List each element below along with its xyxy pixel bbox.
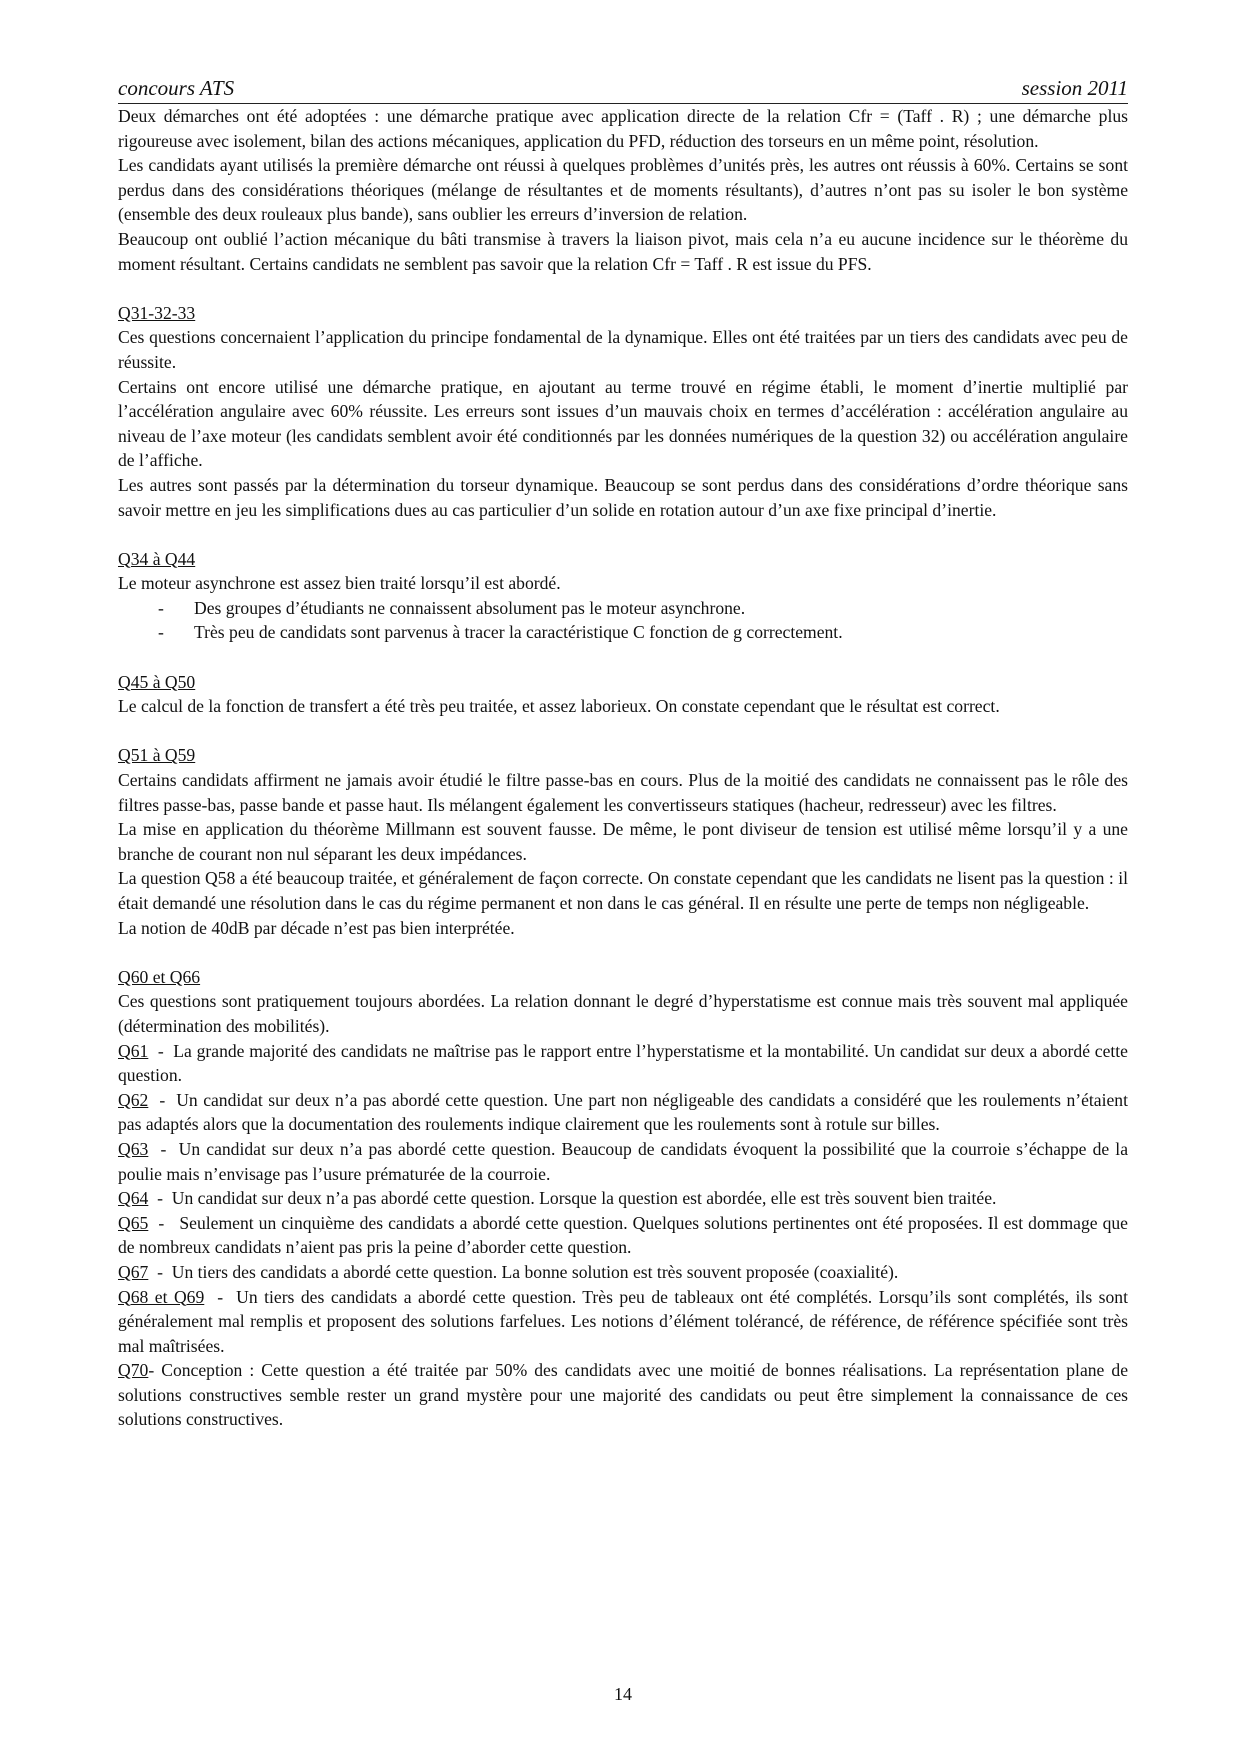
- question-item: [118, 1186, 1128, 1211]
- question-separator: -: [148, 1360, 162, 1381]
- question-item: [118, 1137, 1128, 1186]
- question-item: [118, 1088, 1128, 1137]
- intro-paragraph: Les candidats ayant utilisés la première démarche ont réussi à quelques problèmes d’unités près, les autres ont réussis à 60%. Certains se sont perdus dans des considérations théoriques (mélange de résultantes et de moments résultants), d’autres n’ont pas su isoler le bon système (ensemble des deux rouleaux plus bande), sans oublier les erreurs d’inversion de relation.: [118, 155, 1128, 225]
- question-text: Un tiers des candidats a abordé cette question. Très peu de tableaux ont été complétés. Lorsqu’ils sont complétés, ils sont généralement mal remplis et proposent des solutions farfelues. Les notions d’élément tolérancé, de référence, de référence spécifiée sont très mal maîtrisées.: [118, 1286, 1128, 1356]
- question-text: La grande majorité des candidats ne maîtrise pas le rapport entre l’hyperstatisme et la montabilité. Un candidat sur deux a abordé cette question.: [118, 1040, 1128, 1086]
- section-q45: [118, 670, 1128, 719]
- question-item: [118, 1039, 1128, 1088]
- section-paragraph: Le calcul de la fonction de transfert a été très peu traitée, et assez laborieux. On constate cependant que le résultat est correct.: [118, 696, 1000, 717]
- bullet-list: [118, 596, 1128, 645]
- question-separator: -: [148, 1089, 177, 1110]
- section-paragraph: Les autres sont passés par la détermination du torseur dynamique. Beaucoup se sont perdus dans des considérations d’ordre théorique sans savoir mettre en jeu les simplifications dues au cas particulier d’un solide en rotation autour d’un axe fixe principal d’inertie.: [118, 474, 1128, 520]
- section-q60: [118, 965, 1128, 1432]
- page-header: [118, 70, 1128, 104]
- question-label: Q65: [118, 1212, 149, 1233]
- question-item: [118, 1285, 1128, 1359]
- section-paragraph: Certains candidats affirment ne jamais avoir étudié le filtre passe-bas en cours. Plus de la moitié des candidats ne connaissent pas le rôle des filtres passe-bas, passe bande et passe haut. Ils mélangent également les convertisseurs statiques (hacheur, redresseur) avec les filtres.: [118, 770, 1128, 815]
- question-item: [118, 1211, 1128, 1260]
- section-title: Q34 à Q44: [118, 548, 196, 569]
- section-title: Q45 à Q50: [118, 671, 196, 692]
- intro-section: [118, 104, 1128, 276]
- question-item: [118, 1260, 1128, 1285]
- question-label: Q62: [118, 1089, 149, 1110]
- section-paragraph: La mise en application du théorème Millmann est souvent fausse. De même, le pont diviseur de tension est utilisé même lorsqu’il y a une branche de courant non nul séparant les deux impédances.: [118, 819, 1128, 864]
- question-text: Seulement un cinquième des candidats a abordé cette question. Quelques solutions pertinentes ont été proposées. Il est dommage que de nombreux candidats n’aient pas pris la peine d’aborder cette question.: [118, 1212, 1128, 1258]
- section-paragraph: Ces questions sont pratiquement toujours abordées. La relation donnant le degré d’hyperstatisme est connue mais très souvent mal appliquée (détermination des mobilités).: [118, 991, 1128, 1036]
- question-text: Un candidat sur deux n’a pas abordé cette question. Beaucoup de candidats évoquent la possibilité que la courroie s’échappe de la poulie mais n’envisage pas l’usure prématurée de la courroie.: [118, 1138, 1129, 1184]
- question-label: Q64: [118, 1188, 149, 1209]
- section-title: Q60 et Q66: [118, 966, 201, 987]
- question-separator: -: [148, 1261, 172, 1282]
- header-right: session 2011: [1021, 76, 1128, 100]
- question-text: Un candidat sur deux n’a pas abordé cette question. Une part non négligeable des candidats a considéré que les roulements n’étaient pas adaptés alors que la documentation des roulements indique clairement que les roulements sont à rotule sur billes.: [118, 1089, 1128, 1135]
- question-label: Q61: [118, 1040, 149, 1061]
- question-text: Conception : Cette question a été traitée par 50% des candidats avec une moitié de bonnes réalisations. La représentation plane de solutions constructives semble rester un grand mystère pour une majorité des candidats ou peut être simplement la connaissance de ces solutions constructives.: [118, 1360, 1129, 1430]
- section-q34: [118, 547, 1128, 645]
- section-paragraph: Certains ont encore utilisé une démarche pratique, en ajoutant au terme trouvé en régime établi, le moment d’inertie multiplié par l’accélération angulaire avec 60% réussite. Les erreurs sont issues d’un mauvais choix en termes d’accélération : accélération angulaire au niveau de l’axe moteur (les candidats semblent avoir été conditionnés par les données numériques de la question 32) ou accélération angulaire de l’affiche.: [118, 376, 1128, 471]
- section-title: Q51 à Q59: [118, 745, 196, 766]
- bullet-item: [118, 596, 1128, 621]
- section-paragraph: Ces questions concernaient l’application du principe fondamental de la dynamique. Elles ont été traitées par un tiers des candidats avec peu de réussite.: [118, 327, 1128, 372]
- question-separator: -: [148, 1212, 180, 1233]
- section-q51: [118, 743, 1128, 940]
- header-left: concours ATS: [118, 76, 235, 100]
- question-separator: -: [148, 1040, 174, 1061]
- section-q31: [118, 301, 1128, 522]
- section-paragraph: La notion de 40dB par décade n’est pas bien interprétée.: [118, 917, 515, 938]
- bullet-text: Très peu de candidats sont parvenus à tracer la caractéristique C fonction de g correctement.: [194, 622, 843, 643]
- question-text: Un candidat sur deux n’a pas abordé cette question. Lorsque la question est abordée, elle est très souvent bien traitée.: [171, 1188, 997, 1209]
- intro-paragraph: Beaucoup ont oublié l’action mécanique du bâti transmise à travers la liaison pivot, mais cela n’a eu aucune incidence sur le théorème du moment résultant. Certains candidats ne semblent pas savoir que la relation Cfr = Taff . R est issue du PFS.: [118, 228, 1128, 274]
- section-title: Q31-32-33: [118, 302, 196, 323]
- intro-paragraph: Deux démarches ont été adoptées : une démarche pratique avec application directe de la relation Cfr = (Taff . R) ; une démarche plus rigoureuse avec isolement, bilan des actions mécaniques, application du PFD, réduction des torseurs en un même point, résolution.: [118, 106, 1128, 151]
- question-label: Q68 et Q69: [118, 1286, 205, 1307]
- question-label: Q67: [118, 1261, 149, 1282]
- bullet-item: [118, 620, 1128, 645]
- question-label: Q63: [118, 1138, 149, 1159]
- question-separator: -: [204, 1286, 237, 1307]
- question-separator: -: [148, 1138, 179, 1159]
- page-number: 14: [614, 1684, 632, 1704]
- question-item: [118, 1358, 1128, 1432]
- dash-marker: -: [158, 597, 164, 618]
- question-text: Un tiers des candidats a abordé cette question. La bonne solution est très souvent proposée (coaxialité).: [171, 1261, 899, 1282]
- section-paragraph: Le moteur asynchrone est assez bien traité lorsqu’il est abordé.: [118, 573, 561, 594]
- dash-marker: -: [158, 622, 164, 643]
- bullet-text: Des groupes d’étudiants ne connaissent absolument pas le moteur asynchrone.: [194, 597, 746, 618]
- document-page: [118, 70, 1128, 1710]
- page-content: [118, 104, 1128, 1432]
- section-paragraph: La question Q58 a été beaucoup traitée, et généralement de façon correcte. On constate cependant que les candidats ne lisent pas la question : il était demandé une résolution dans le cas du régime permanent et non dans le cas général. Il en résulte une perte de temps non négligeable.: [118, 868, 1128, 913]
- question-separator: -: [148, 1188, 172, 1209]
- question-label: Q70: [118, 1360, 149, 1381]
